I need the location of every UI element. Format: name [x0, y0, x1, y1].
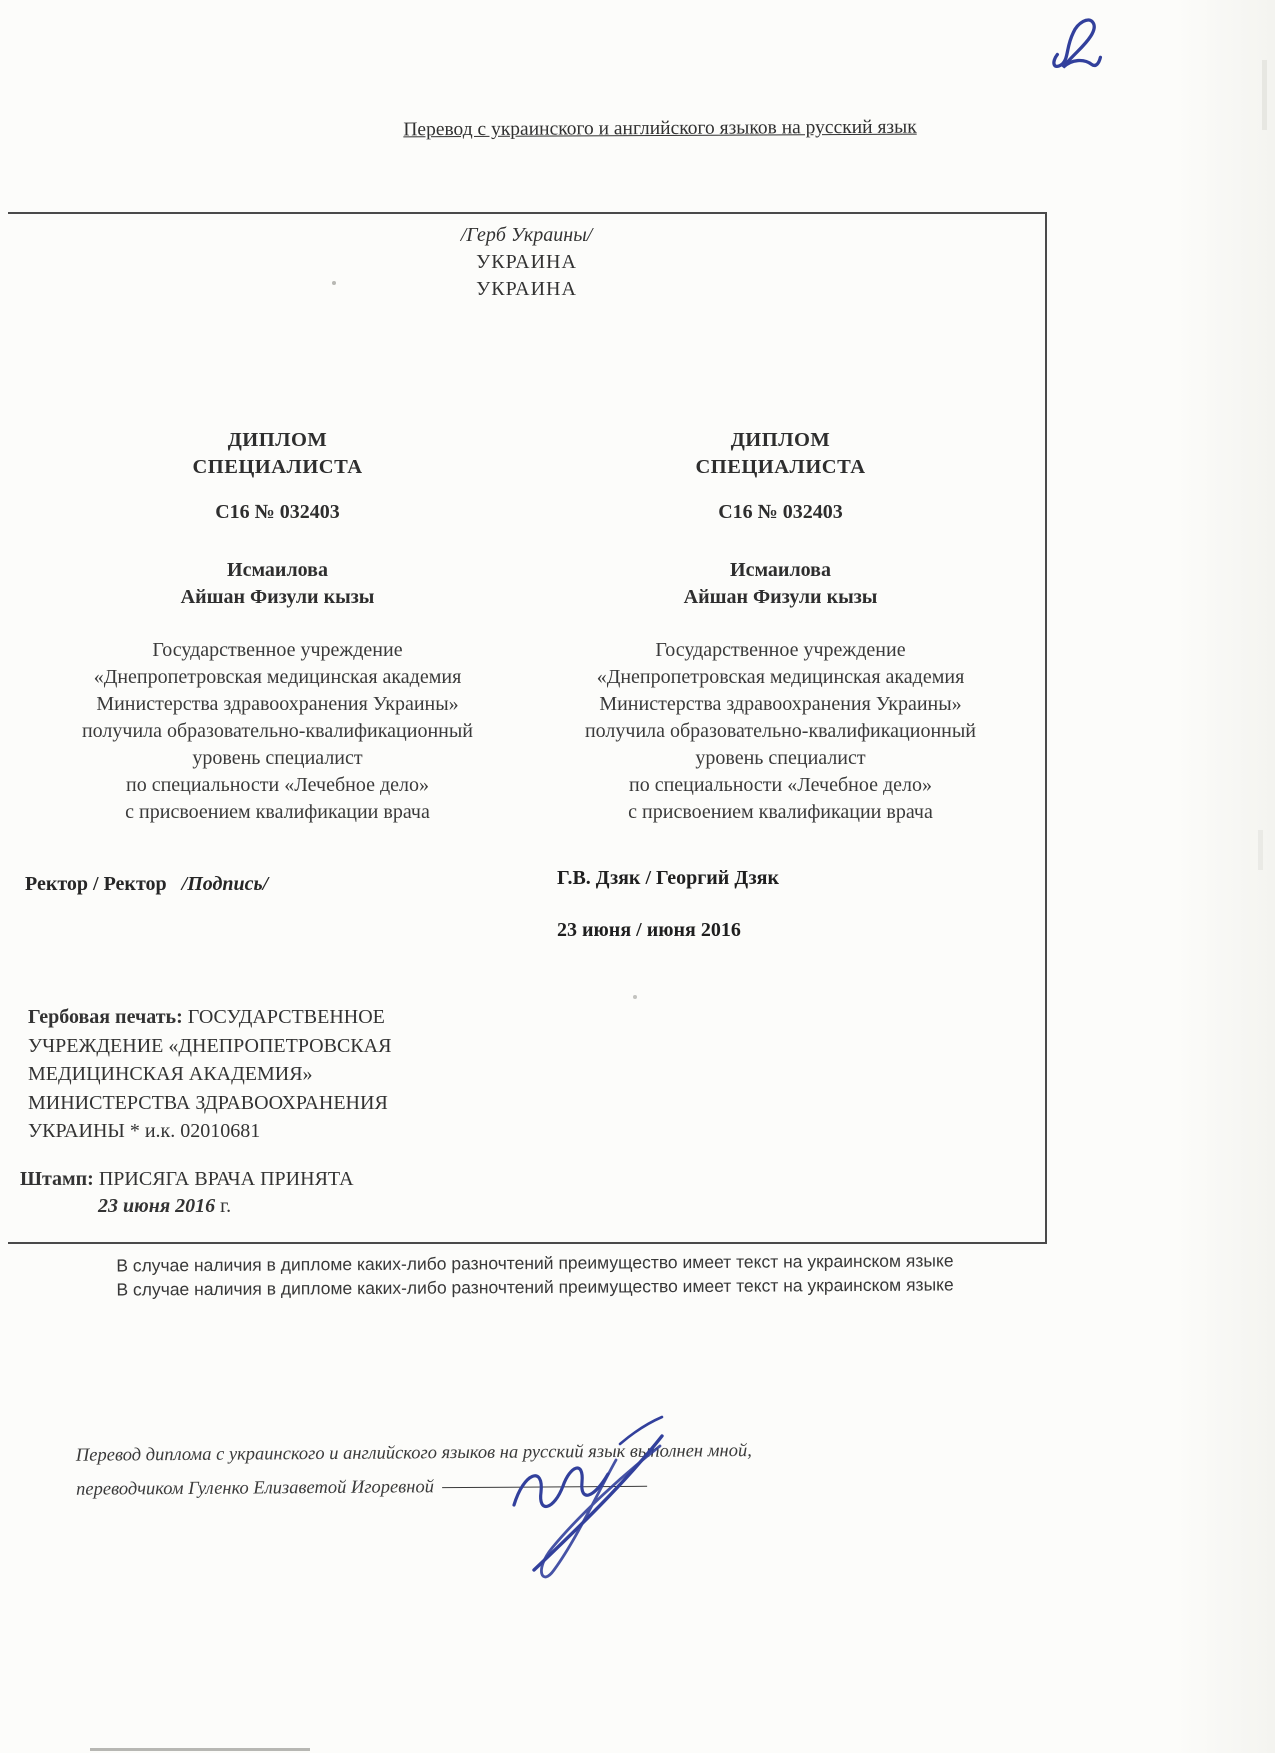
diploma-title-line2: СПЕЦИАЛИСТА — [192, 456, 363, 478]
body-line: получила образовательно-квалификационный — [81, 720, 474, 742]
body-line: «Днепропетровская медицинская академия — [93, 666, 462, 688]
rector-signature-line — [25, 873, 268, 896]
seal-line: УКРАИНЫ * и.к. 02010681 — [28, 1120, 261, 1142]
stamp-date: 23 июня 2016 — [98, 1195, 216, 1217]
scan-artifact — [332, 281, 336, 285]
scan-artifact — [1262, 60, 1267, 130]
country-name-line1: УКРАИНА — [476, 251, 577, 273]
scan-artifact — [1258, 830, 1263, 870]
signature-placeholder-note: /Подпись/ — [181, 873, 269, 895]
rector-label: Ректор / Ректор — [25, 873, 167, 895]
body-line: уровень специалист — [192, 747, 363, 769]
translator-name-text: переводчиком Гуленко Елизаветой Игоревной — [76, 1477, 435, 1500]
diploma-date-line: 23 июня / июня 2016 — [557, 919, 741, 941]
stamp-text: ПРИСЯГА ВРАЧА ПРИНЯТА — [98, 1168, 354, 1190]
holder-surname: Исмаилова — [227, 559, 328, 581]
stamp-label: Штамп: — [20, 1168, 94, 1190]
seal-line: УЧРЕЖДЕНИЕ «ДНЕПРОПЕТРОВСКАЯ — [28, 1034, 392, 1057]
seal-text: ГОСУДАРСТВЕННОЕ — [187, 1006, 385, 1028]
diploma-title-line1: ДИПЛОМ — [227, 429, 328, 451]
diploma-body-text — [45, 637, 510, 826]
diploma-serial-number: С16 № 032403 — [215, 501, 340, 523]
diploma-holder-name — [45, 557, 510, 611]
official-seal-block — [28, 1003, 488, 1146]
coat-of-arms-note: /Герб Украины/ — [460, 224, 593, 246]
stamp-block — [20, 1166, 354, 1220]
stamp-date-suffix: г. — [220, 1195, 232, 1217]
translator-note-line2 — [76, 1467, 856, 1506]
body-line: с присвоением квалификации врача — [125, 801, 430, 823]
body-line: Министерства здравоохранения Украины» — [599, 693, 962, 715]
diploma-title — [45, 427, 510, 481]
emblem-country-block — [8, 222, 1045, 303]
body-line: по специальности «Лечебное дело» — [125, 774, 430, 796]
holder-given-names: Айшан Физули кызы — [180, 586, 375, 608]
diploma-title-line2: СПЕЦИАЛИСТА — [695, 456, 866, 478]
diploma-holder-name — [548, 557, 1013, 611]
seal-label: Гербовая печать: — [28, 1006, 183, 1028]
seal-line: МИНИСТЕРСТВА ЗДРАВООХРАНЕНИЯ — [28, 1091, 388, 1114]
scan-artifact — [90, 1748, 310, 1751]
body-line: уровень специалист — [695, 747, 866, 769]
country-name-line2: УКРАИНА — [476, 278, 577, 300]
seal-line: МЕДИЦИНСКАЯ АКАДЕМИЯ» — [28, 1063, 313, 1085]
diploma-translation-box — [8, 212, 1047, 1244]
language-precedence-disclaimer — [30, 1248, 1040, 1302]
stamp-date-line — [20, 1193, 354, 1220]
seal-line — [28, 1003, 488, 1032]
diploma-body-text — [548, 637, 1013, 826]
translator-certification-note — [76, 1433, 856, 1506]
body-line: Государственное учреждение — [655, 639, 906, 661]
holder-given-names: Айшан Физули кызы — [683, 586, 878, 608]
body-line: с присвоением квалификации врача — [628, 801, 933, 823]
handwritten-page-number — [1046, 10, 1106, 76]
disclaimer-line2: В случае наличия в дипломе каких-либо разночтений преимущество имеет текст на украинском языке — [116, 1274, 954, 1300]
stamp-line — [20, 1166, 354, 1193]
handwritten-two-icon — [1046, 10, 1106, 76]
rector-name-line: Г.В. Дзяк / Георгий Дзяк — [557, 867, 779, 889]
disclaimer-line1: В случае наличия в дипломе каких-либо разночтений преимущество имеет текст на украинском языке — [116, 1250, 954, 1276]
translation-direction-header: Перевод с украинского и английского языков на русский язык — [403, 116, 917, 141]
body-line: получила образовательно-квалификационный — [584, 720, 977, 742]
body-line: Государственное учреждение — [152, 639, 403, 661]
body-line: по специальности «Лечебное дело» — [628, 774, 933, 796]
translator-signature-icon — [492, 1402, 677, 1587]
holder-surname: Исмаилова — [730, 559, 831, 581]
translator-note-line1: Перевод диплома с украинского и английского языков на русский язык выполнен мной, — [75, 1441, 752, 1466]
diploma-title-line1: ДИПЛОМ — [730, 429, 831, 451]
diploma-serial-number: С16 № 032403 — [718, 501, 843, 523]
body-line: Министерства здравоохранения Украины» — [96, 693, 459, 715]
diploma-title — [548, 427, 1013, 481]
scan-artifact — [633, 995, 637, 999]
body-line: «Днепропетровская медицинская академия — [596, 666, 965, 688]
